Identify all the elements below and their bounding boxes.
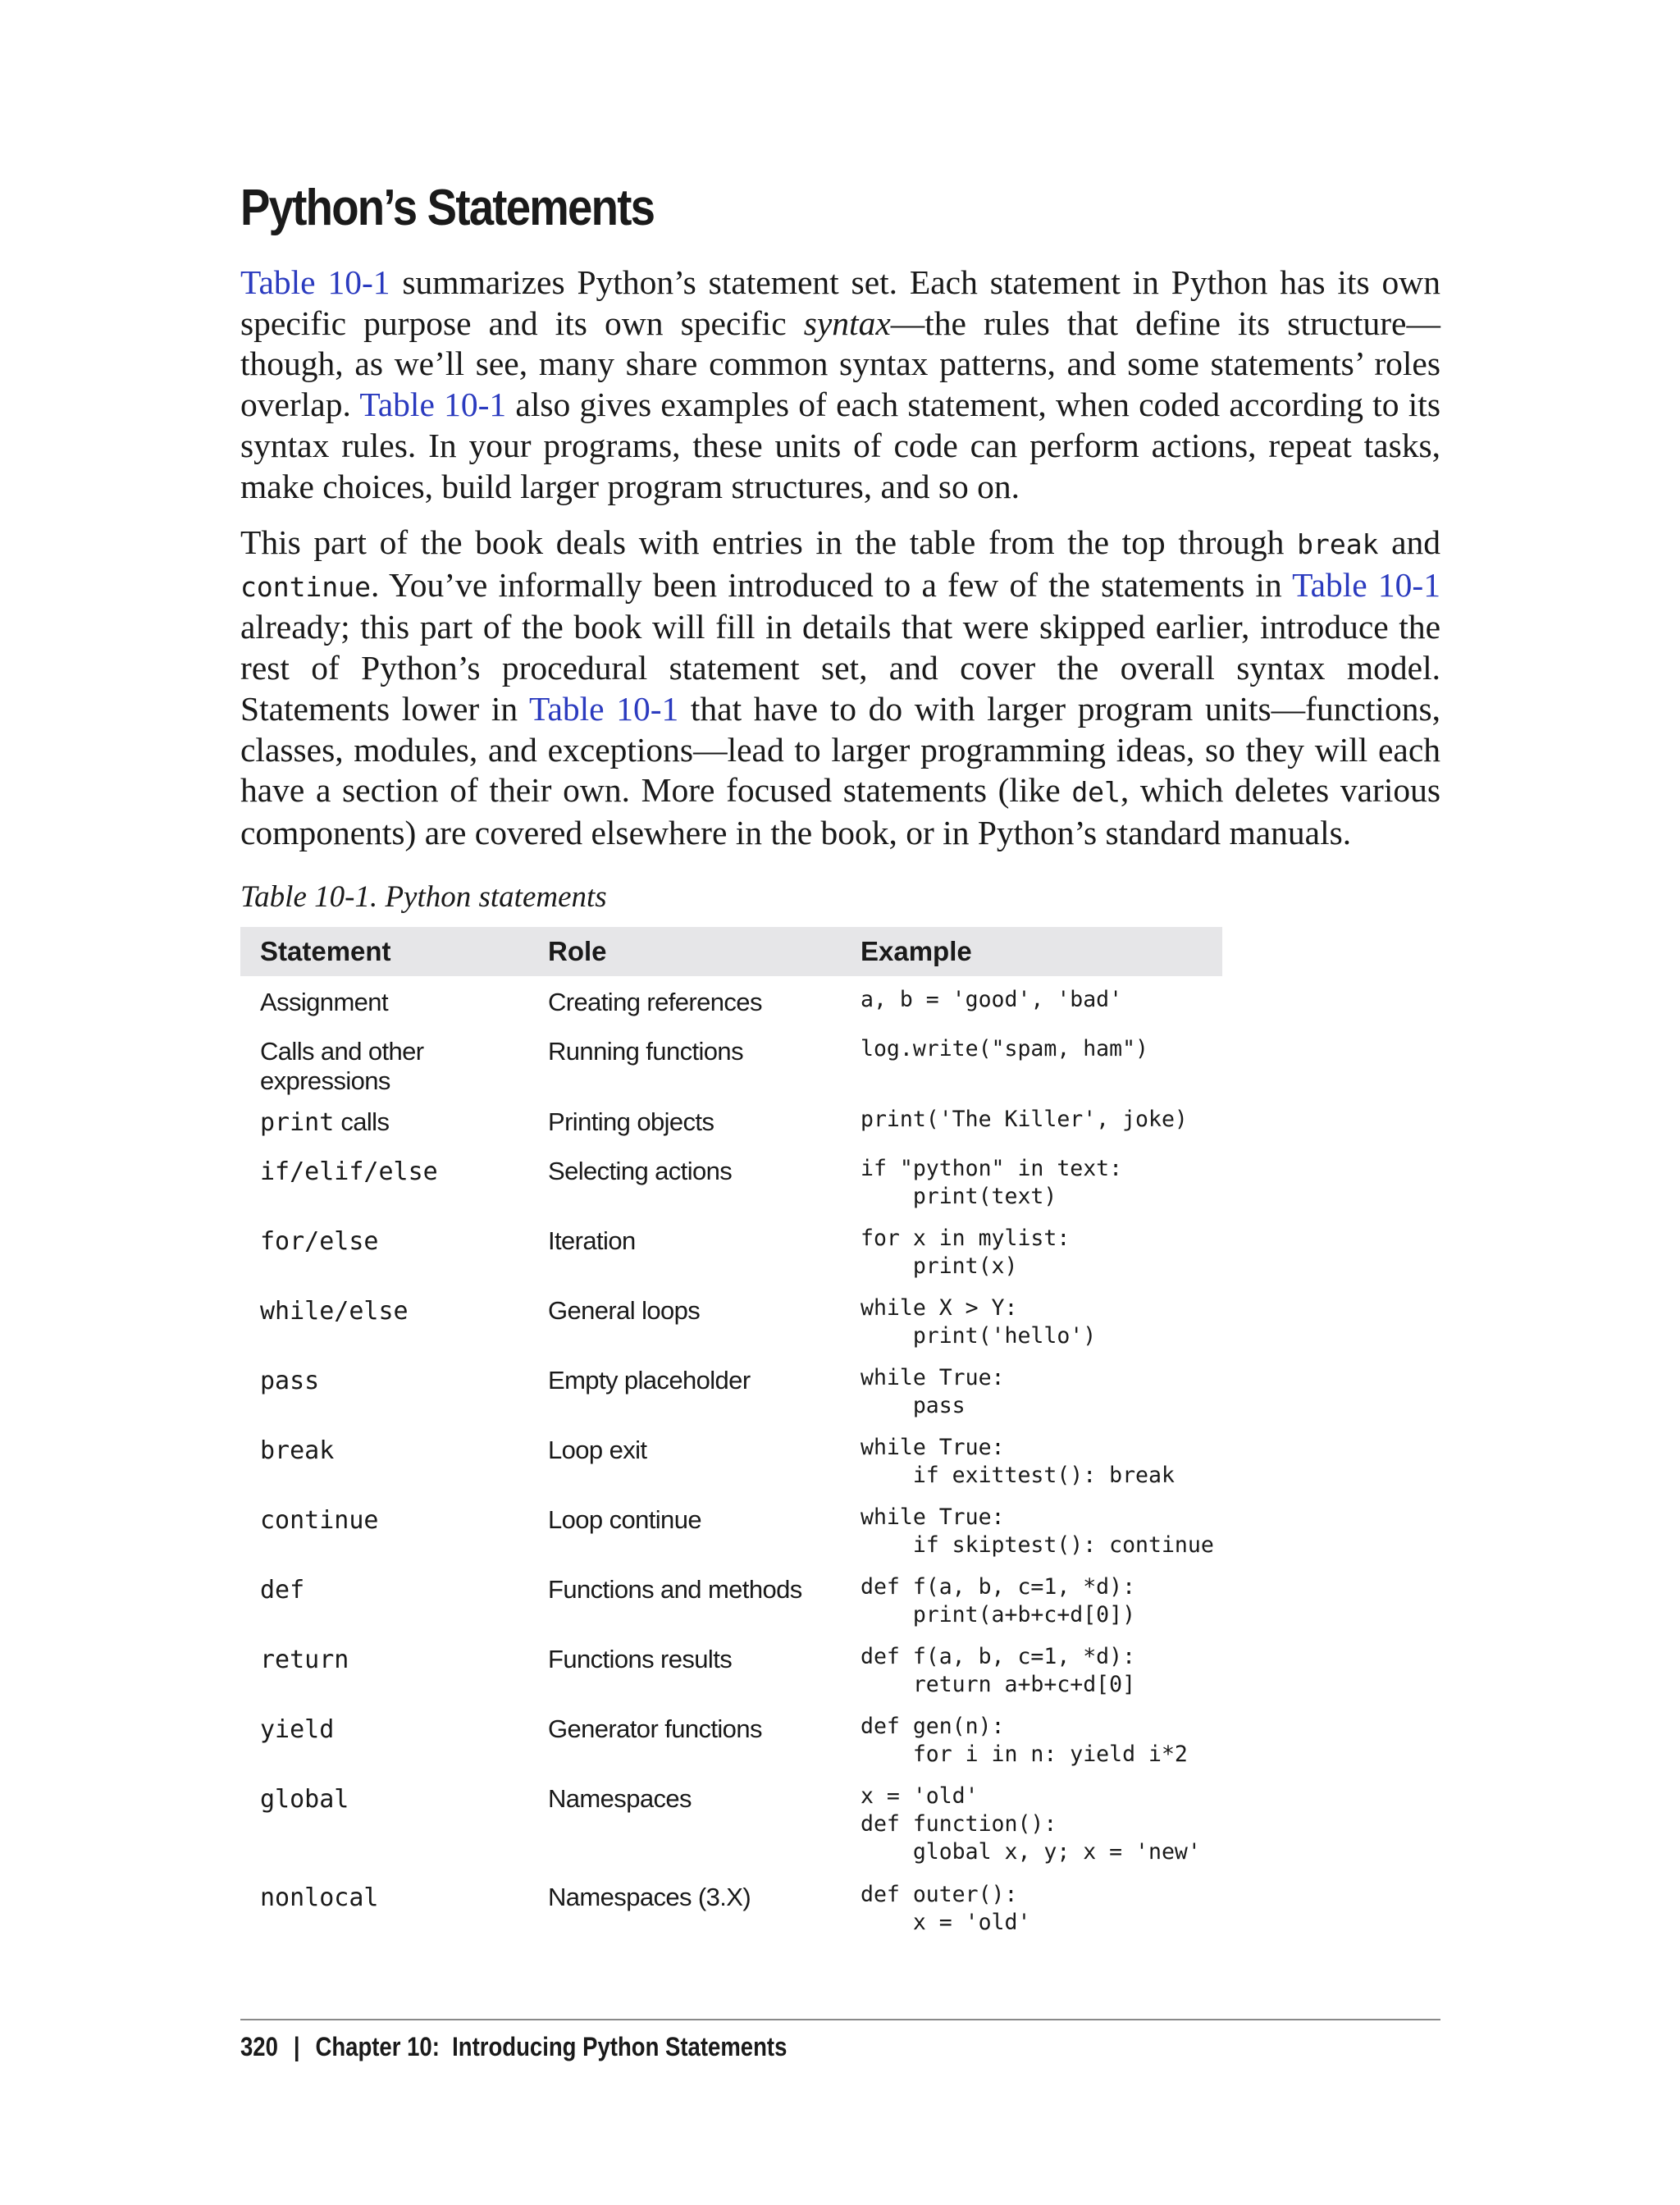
statement-cell: def bbox=[260, 1576, 305, 1605]
example-cell: a, b = 'good', 'bad' bbox=[861, 987, 1123, 1012]
statements-table bbox=[240, 927, 1222, 1941]
table-header-row bbox=[240, 927, 1222, 976]
role-cell: Running functions bbox=[548, 1037, 743, 1066]
paragraph-1 bbox=[240, 262, 1440, 507]
table-link[interactable]: Table 10-1 bbox=[240, 263, 390, 301]
statement-cell: for/else bbox=[260, 1227, 379, 1256]
example-cell: log.write("spam, ham") bbox=[861, 1036, 1148, 1061]
example-cell: while True: if exittest(): break bbox=[861, 1435, 1175, 1488]
example-cell: while X > Y: print('hello') bbox=[861, 1295, 1097, 1349]
role-cell: Functions and methods bbox=[548, 1575, 802, 1604]
table-row bbox=[240, 1564, 1222, 1633]
paragraph-text: summarizes Python’s statement set. Each statement in Python has its own specific purpose and its own specific bbox=[240, 263, 1440, 342]
table-link[interactable]: Table 10-1 bbox=[359, 386, 507, 424]
role-cell: Functions results bbox=[548, 1645, 733, 1673]
table-row bbox=[240, 1871, 1222, 1941]
statement-cell: break bbox=[260, 1436, 335, 1465]
example-cell: def f(a, b, c=1, *d): print(a+b+c+d[0]) bbox=[861, 1574, 1136, 1628]
page-number: 320 bbox=[240, 2032, 278, 2061]
table-row bbox=[240, 1145, 1222, 1215]
role-cell: Loop exit bbox=[548, 1436, 647, 1464]
paragraph-text: , which deletes various components) are covered elsewhere in the book, or in Python’s standard manuals. bbox=[240, 771, 1441, 851]
example-cell: if "python" in text: print(text) bbox=[861, 1156, 1123, 1209]
paragraph-text: that have to do with larger program units—functions, classes, modules, and exceptions—lead to larger programming ideas, so they will each have a section of their own. More focused statements (like bbox=[240, 689, 1440, 810]
table-row bbox=[240, 1703, 1222, 1773]
paragraph-text: . You’ve informally been introduced to a few of the statements in bbox=[370, 565, 1293, 604]
table-row bbox=[240, 1354, 1222, 1424]
example-cell: def gen(n): for i in n: yield i*2 bbox=[861, 1714, 1188, 1767]
statement-cell: if/elif/else bbox=[260, 1157, 438, 1186]
emphasis-syntax: syntax bbox=[803, 304, 891, 342]
table-link[interactable]: Table 10-1 bbox=[1292, 565, 1440, 604]
example-cell: while True: if skiptest(): continue bbox=[861, 1504, 1214, 1558]
table-link[interactable]: Table 10-1 bbox=[529, 689, 679, 728]
header-example: Example bbox=[861, 936, 972, 966]
role-cell: Printing objects bbox=[548, 1107, 714, 1136]
page-footer bbox=[240, 2032, 787, 2062]
role-cell: Generator functions bbox=[548, 1714, 762, 1743]
role-cell: Namespaces bbox=[548, 1784, 692, 1813]
table-row bbox=[240, 1215, 1222, 1285]
table-row bbox=[240, 1025, 1222, 1096]
statement-cell: Calls and other expressions bbox=[260, 1037, 424, 1095]
example-cell: while True: pass bbox=[861, 1365, 1005, 1418]
header-role: Role bbox=[548, 936, 607, 966]
paragraph-text: and bbox=[1378, 523, 1441, 561]
table-row bbox=[240, 976, 1222, 1025]
statement-cell: calls bbox=[334, 1107, 390, 1136]
role-cell: Namespaces (3.X) bbox=[548, 1883, 751, 1911]
inline-code: del bbox=[1071, 776, 1121, 809]
statement-cell: return bbox=[260, 1646, 349, 1674]
paragraph-text: —the rules that define its structure—though, as we’ll see, many share common syntax patterns, and some statements’ roles overlap. bbox=[240, 304, 1440, 424]
table-caption: Table 10-1. Python statements bbox=[240, 880, 607, 914]
paragraph-text: also gives examples of each statement, when coded according to its syntax rules. In your programs, these units of code can perform actions, repeat tasks, make choices, build larger program structures, and so on. bbox=[240, 386, 1440, 505]
role-cell: Selecting actions bbox=[548, 1157, 733, 1185]
role-cell: Empty placeholder bbox=[548, 1366, 751, 1395]
header-statement: Statement bbox=[260, 936, 391, 966]
paragraph-text: already; this part of the book will fill in details that were skipped earlier, introduce the rest of Python’s procedural statement set, and cover the overall syntax model. Statements lower in bbox=[240, 608, 1440, 728]
example-cell: def f(a, b, c=1, *d): return a+b+c+d[0] bbox=[861, 1644, 1136, 1697]
inline-code: break bbox=[1297, 528, 1379, 560]
section-heading: Python’s Statements bbox=[240, 180, 655, 236]
paragraph-text: This part of the book deals with entries in the table from the top through bbox=[240, 523, 1298, 561]
table-row bbox=[240, 1773, 1222, 1871]
example-cell: for x in mylist: print(x) bbox=[861, 1226, 1071, 1279]
footer-divider bbox=[240, 2019, 1440, 2020]
inline-code: continue bbox=[240, 570, 371, 603]
statement-cell: while/else bbox=[260, 1297, 409, 1326]
table-row bbox=[240, 1633, 1222, 1703]
role-cell: Creating references bbox=[548, 988, 762, 1016]
table-row bbox=[240, 1285, 1222, 1354]
table-row bbox=[240, 1494, 1222, 1564]
table-row bbox=[240, 1096, 1222, 1145]
statement-cell: pass bbox=[260, 1367, 320, 1395]
statement-cell-code: print bbox=[260, 1108, 335, 1137]
role-cell: General loops bbox=[548, 1296, 701, 1325]
example-cell: print('The Killer', joke) bbox=[861, 1107, 1188, 1132]
footer-separator: | bbox=[293, 2032, 300, 2061]
role-cell: Loop continue bbox=[548, 1505, 701, 1534]
paragraph-2 bbox=[240, 523, 1440, 854]
chapter-title: Chapter 10: Introducing Python Statements bbox=[315, 2032, 788, 2061]
example-cell: x = 'old' def function(): global x, y; x = 'new' bbox=[861, 1783, 1201, 1865]
statement-cell: Assignment bbox=[260, 988, 388, 1016]
statement-cell: nonlocal bbox=[260, 1883, 379, 1912]
table-row bbox=[240, 1424, 1222, 1494]
example-cell: def outer(): x = 'old' bbox=[861, 1882, 1031, 1935]
statement-cell: continue bbox=[260, 1506, 379, 1535]
statement-cell: global bbox=[260, 1785, 349, 1814]
statement-cell: yield bbox=[260, 1715, 335, 1744]
role-cell: Iteration bbox=[548, 1226, 636, 1255]
